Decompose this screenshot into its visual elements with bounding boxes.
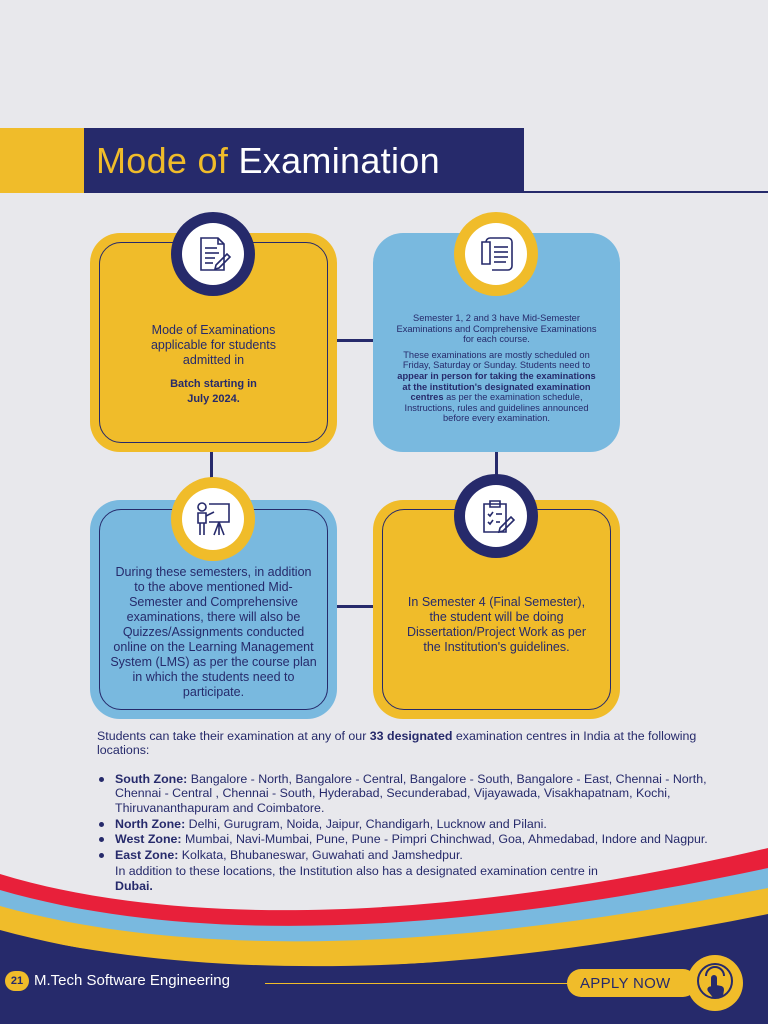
title-band-accent: [0, 128, 84, 193]
page-title-part1: Mode of: [96, 139, 229, 181]
title-band: [84, 128, 524, 193]
locations-count: 33 designated: [369, 729, 453, 743]
zone-cities: Mumbai, Navi-Mumbai, Pune, Pune - Pimpri Chinchwad, Goa, Ahmedabad, Indore and Nagpur.: [185, 832, 708, 847]
card1-bold1: Batch starting in: [170, 377, 257, 390]
badge-card4: [454, 474, 538, 558]
page-title-part2: Examination: [238, 139, 440, 181]
zone-cities: Bangalore - North, Bangalore - Central, Bangalore - South, Bangalore - East, Chennai - North, Chennai - Central , Chennai - South, Hyderabad, Secunderabad, Vijayawada, Visakhapatnam, Kochi, Thiruvananthapuram and Coimbatore.: [115, 771, 707, 815]
zone-cities: Delhi, Gurugram, Noida, Jaipur, Chandigarh, Lucknow and Pilani.: [188, 816, 547, 831]
program-title: M.Tech Software Engineering: [34, 972, 230, 989]
badge-card2: [454, 212, 538, 296]
connector-line: [336, 339, 376, 342]
touch-hand-icon: [694, 960, 736, 1007]
card1-line1: Mode of Examinations: [151, 322, 276, 337]
list-item: [97, 772, 737, 815]
zone-label: East Zone:: [115, 848, 179, 863]
card2-para1: Semester 1, 2 and 3 have Mid-Semester Examinations and Comprehensive Examinations for each course.: [396, 313, 597, 345]
zone-label: West Zone:: [115, 832, 182, 847]
card3-text: During these semesters, in addition to the above mentioned Mid-Semester and Comprehensive examinations, there will also be Quizzes/Assignments conducted online on the Learning Management System (LMS) as per the course plan in which the students need to participate.: [110, 565, 317, 699]
card1-line2: applicable for students: [150, 337, 277, 352]
zone-label: South Zone:: [115, 771, 188, 786]
card4-text: In Semester 4 (Final Semester), the student will be doing Dissertation/Project Work as per the Institution's guidelines.: [407, 594, 586, 654]
list-item: [97, 817, 737, 831]
apply-now-label: APPLY NOW: [580, 974, 671, 992]
presenter-board-icon: [182, 488, 244, 550]
scroll-icon: [465, 223, 527, 285]
document-pen-icon: [182, 223, 244, 285]
page-title: [96, 140, 440, 182]
clipboard-pen-icon: [465, 485, 527, 547]
badge-card1: [171, 212, 255, 296]
card1-bold2: July 2024.: [187, 392, 240, 405]
locations-intro: Students can take their examination at any of our 33 designated examination centres in India at the following locations:: [97, 729, 697, 758]
title-divider: [524, 191, 768, 193]
dubai-label: Dubai.: [115, 878, 153, 893]
card2-para2-a: These examinations are mostly scheduled on Friday, Saturday or Sunday. Students need to: [402, 349, 591, 371]
footer-divider: [265, 983, 577, 984]
card2-para2-bold: appear in person for taking the examinations at the institution's designated examination centres: [397, 371, 596, 403]
badge-card3: [171, 477, 255, 561]
zone-cities: Kolkata, Bhubaneswar, Guwahati and Jamshedpur.: [181, 848, 463, 863]
zone-label: North Zone:: [115, 816, 186, 831]
apply-now-icon-button[interactable]: [687, 955, 743, 1011]
card1-line3: admitted in: [182, 352, 245, 367]
dubai-note: In addition to these locations, the Institution also has a designated examination centre in Dubai.: [115, 864, 598, 893]
connector-line: [210, 450, 213, 478]
apply-now-button[interactable]: [567, 969, 697, 997]
card2-para2-b: as per the examination schedule, Instructions, rules and guidelines announced before every examination.: [404, 392, 589, 424]
page-number: 21: [5, 971, 29, 991]
connector-line: [336, 605, 376, 608]
